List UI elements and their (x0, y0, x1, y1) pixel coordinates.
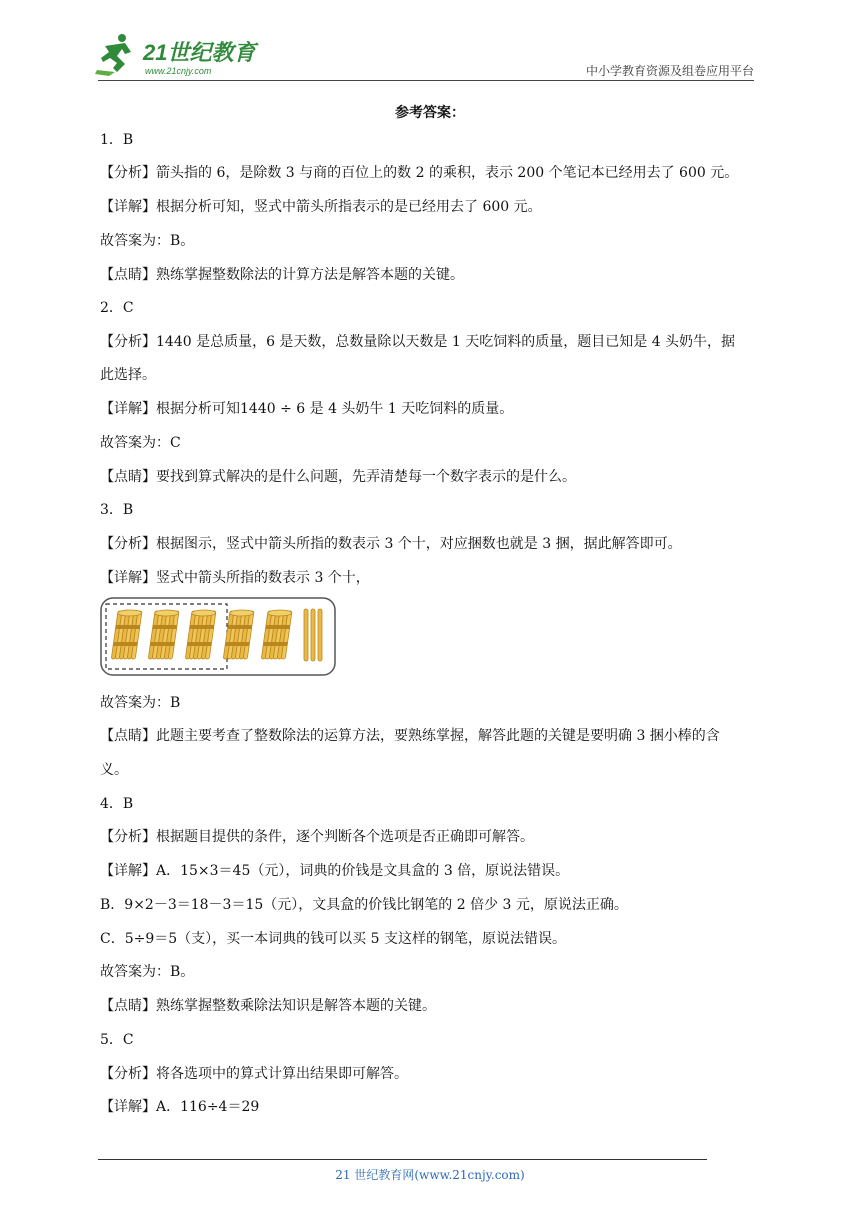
point-text: 【点睛】熟练掌握整数乘除法知识是解答本题的关键。 (100, 998, 436, 1014)
page-title: 参考答案： (395, 105, 465, 121)
answer-number: 2．C (100, 300, 134, 316)
single-stick (311, 609, 315, 661)
point-text-cont: 义。 (100, 762, 128, 778)
stick-bundles-figure (100, 597, 336, 676)
platform-name: 中小学教育资源及组卷应用平台 (585, 64, 754, 78)
logo-text: 21世纪教育 (143, 40, 256, 65)
detail-text: 【详解】竖式中箭头所指的数表示 3 个十， (100, 570, 370, 586)
answer-text: 故答案为：C (100, 435, 181, 451)
footer-link[interactable]: 21 世纪教育网(www.21cnjy.com) (335, 1168, 525, 1182)
answer-number: 5．C (100, 1032, 134, 1048)
point-text: 【点睛】要找到算式解决的是什么问题，先弄清楚每一个数字表示的是什么。 (100, 469, 576, 485)
answer-text: 故答案为：B (100, 695, 181, 711)
answer-number: 4．B (100, 796, 134, 812)
detail-text: 【详解】A．15×3＝45（元），词典的价钱是文具盒的 3 倍，原说法错误。 (100, 863, 570, 879)
detail-option-c: C．5÷9＝5（支），买一本词典的钱可以买 5 支这样的钢笔，原说法错误。 (100, 931, 566, 947)
single-stick (304, 609, 308, 661)
point-text: 【点睛】熟练掌握整数除法的计算方法是解答本题的关键。 (100, 267, 464, 283)
analysis-text: 【分析】根据题目提供的条件，逐个判断各个选项是否正确即可解答。 (100, 829, 534, 845)
footer-divider (98, 1159, 707, 1160)
logo (95, 32, 265, 80)
runner-icon (95, 34, 131, 76)
logo-url: www.21cnjy.com (145, 66, 212, 76)
analysis-text-cont: 此选择。 (100, 367, 156, 383)
detail-option-b: B．9×2－3＝18－3＝15（元），文具盒的价钱比钢笔的 2 倍少 3 元，原说法正确。 (100, 897, 628, 913)
point-text: 【点睛】此题主要考查了整数除法的运算方法，要熟练掌握，解答此题的关键是要明确 3 捆小棒的含 (100, 728, 720, 744)
answer-text: 故答案为：B。 (100, 964, 195, 980)
analysis-text: 【分析】箭头指的 6，是除数 3 与商的百位上的数 2 的乘积，表示 200 个笔记本已经用去了 600 元。 (100, 165, 739, 181)
analysis-text: 【分析】1440 是总质量，6 是天数，总数量除以天数是 1 天吃饲料的质量，题目已知是 4 头奶牛，据 (100, 334, 736, 350)
detail-text: 【详解】根据分析可知1440 ÷ 6 是 4 头奶牛 1 天吃饲料的质量。 (100, 401, 514, 417)
detail-text: 【详解】根据分析可知，竖式中箭头所指表示的是已经用去了 600 元。 (100, 199, 542, 215)
answer-number: 3．B (100, 502, 134, 518)
analysis-text: 【分析】根据图示，竖式中箭头所指的数表示 3 个十，对应捆数也就是 3 捆，据此解答即可。 (100, 536, 682, 552)
detail-text: 【详解】A．116÷4＝29 (100, 1099, 260, 1115)
single-sticks (304, 609, 322, 661)
answer-text: 故答案为：B。 (100, 233, 195, 249)
single-stick (318, 609, 322, 661)
answer-number: 1．B (100, 132, 134, 148)
analysis-text: 【分析】将各选项中的算式计算出结果即可解答。 (100, 1066, 408, 1082)
header-divider (98, 80, 754, 81)
